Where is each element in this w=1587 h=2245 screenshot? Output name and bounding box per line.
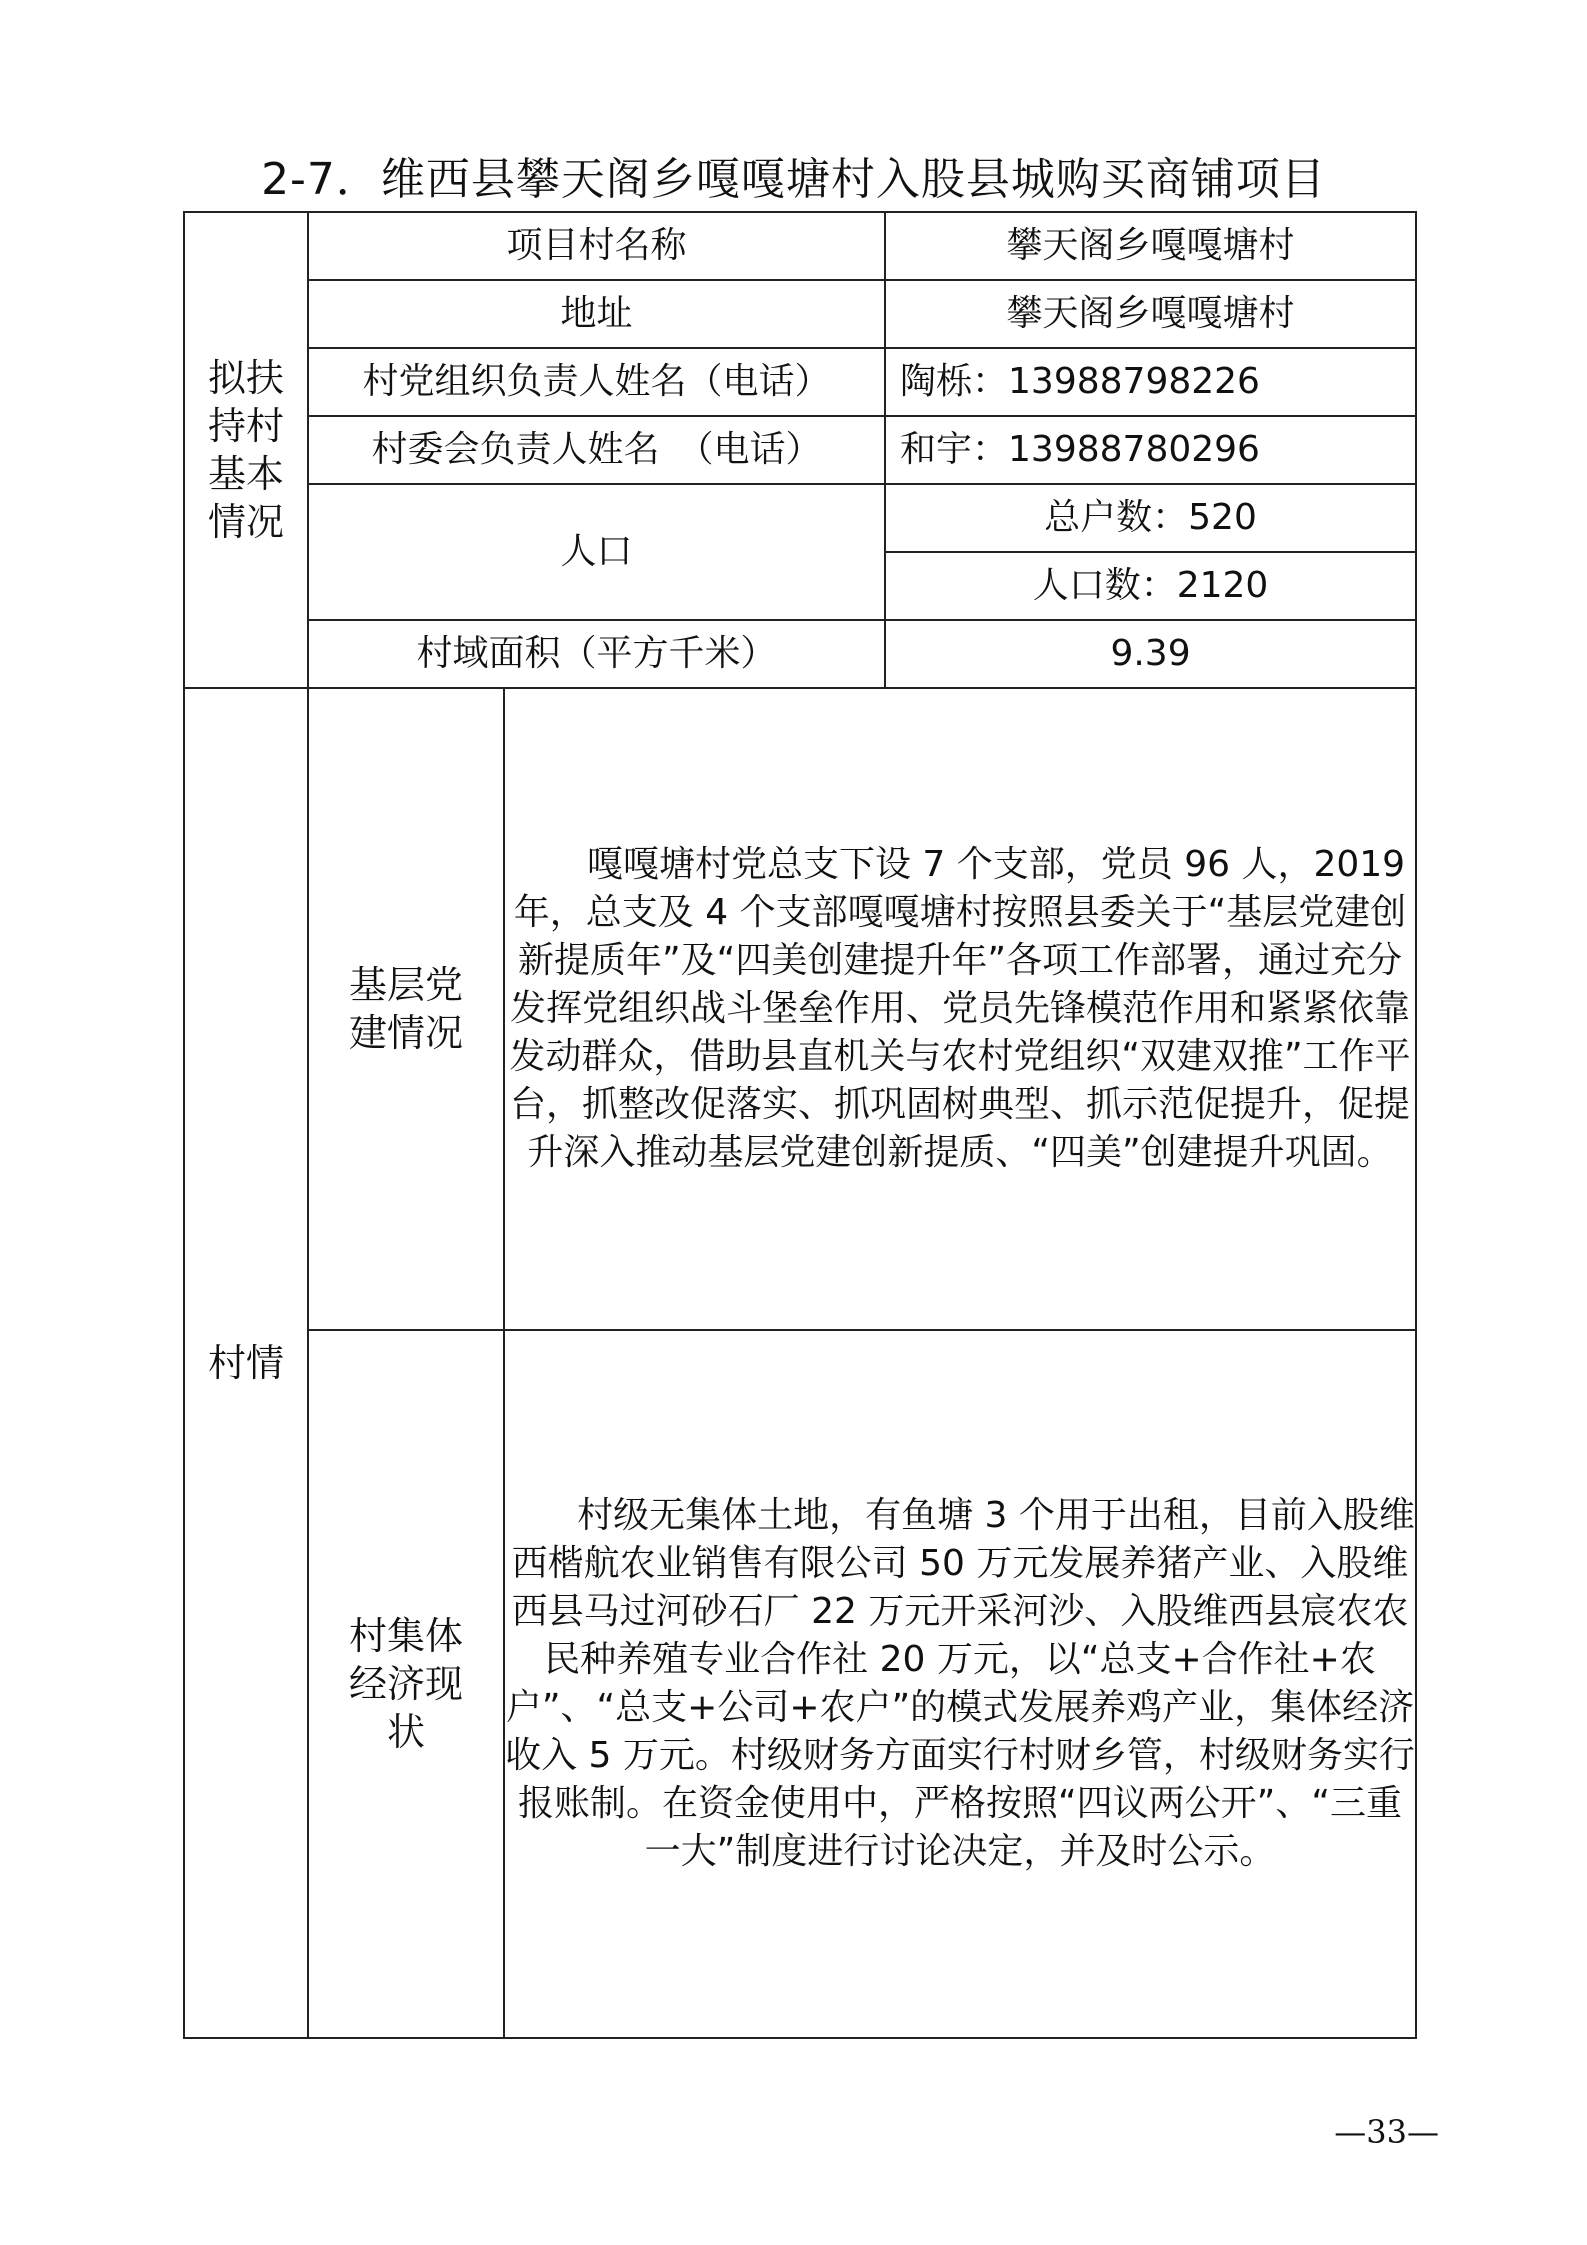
section-label-line: 基本 — [207, 452, 284, 496]
basic-info-section-label — [184, 212, 308, 688]
party-building-text: 嘎嘎塘村党总支下设 7 个支部，党员 96 人，2019 年，总支及 4 个支部嘎嘎塘村按照县委关于“基层党建创新提质年”及“四美创建提升年”各项工作部署，通过充分发挥党组织战斗堡垒作用、党员先锋模范作用和紧紧依靠发动群众，借助县直机关与农村党组织“双建双推”工作平台，抓整改促落实、抓巩固树典型、抓示范促提升，促提升深入推动基层党建创新提质、“四美”创建提升巩固。 — [509, 844, 1411, 1173]
party-label-line: 建情况 — [348, 1011, 463, 1055]
table-row — [184, 348, 1416, 416]
section-label-line: 情况 — [207, 500, 284, 544]
committee-leader-label: 村委会负责人姓名 （电话） — [308, 416, 885, 484]
section-label-line: 拟扶 — [207, 356, 284, 400]
economy-label-line: 经济现 — [348, 1662, 463, 1706]
table-row — [184, 1330, 1416, 2038]
page-number: —33— — [1334, 2113, 1439, 2151]
party-building-label — [308, 688, 504, 1330]
village-name-value: 攀天阁乡嘎嘎塘村 — [885, 212, 1416, 280]
collective-economy-text-cell — [504, 1330, 1416, 2038]
collective-economy-label — [308, 1330, 504, 2038]
people-value: 人口数：2120 — [885, 552, 1416, 620]
collective-economy-text: 村级无集体土地，有鱼塘 3 个用于出租，目前入股维西楷航农业销售有限公司 50 万元发展养猪产业、入股维西县马过河砂石厂 22 万元开采河沙、入股维西县宸农农民种养殖专业合作社 20 万元，以“总支+合作社+农户”、“总支+公司+农户”的模式发展养鸡产业，集体经济收入 5 万元。村级财务方面实行村财乡管，村级财务实行报账制。在资金使用中，严格按照“四议两公开”、“三重一大”制度进行讨论决定，并及时公示。 — [505, 1495, 1415, 1872]
party-leader-value: 陶栎：13988798226 — [885, 348, 1416, 416]
households-value: 总户数：520 — [885, 484, 1416, 552]
page-title: 2-7．维西县攀天阁乡嘎嘎塘村入股县城购买商铺项目 — [261, 154, 1326, 205]
section-label-line: 持村 — [207, 404, 284, 448]
area-label: 村域面积（平方千米） — [308, 620, 885, 688]
economy-label-line: 状 — [386, 1710, 425, 1754]
table-row — [184, 484, 1416, 552]
area-value: 9.39 — [885, 620, 1416, 688]
table-row — [184, 280, 1416, 348]
population-label: 人口 — [308, 484, 885, 620]
address-label: 地址 — [308, 280, 885, 348]
village-name-label: 项目村名称 — [308, 212, 885, 280]
address-value: 攀天阁乡嘎嘎塘村 — [885, 280, 1416, 348]
table-row — [184, 212, 1416, 280]
party-building-text-cell — [504, 688, 1416, 1330]
economy-label-line: 村集体 — [348, 1614, 463, 1658]
village-info-table — [183, 211, 1417, 2039]
party-leader-label: 村党组织负责人姓名（电话） — [308, 348, 885, 416]
party-label-line: 基层党 — [348, 963, 463, 1007]
village-info-section-label: 村情 — [184, 688, 308, 2038]
table-row — [184, 416, 1416, 484]
table-row — [184, 688, 1416, 1330]
committee-leader-value: 和宇：13988780296 — [885, 416, 1416, 484]
table-row — [184, 620, 1416, 688]
